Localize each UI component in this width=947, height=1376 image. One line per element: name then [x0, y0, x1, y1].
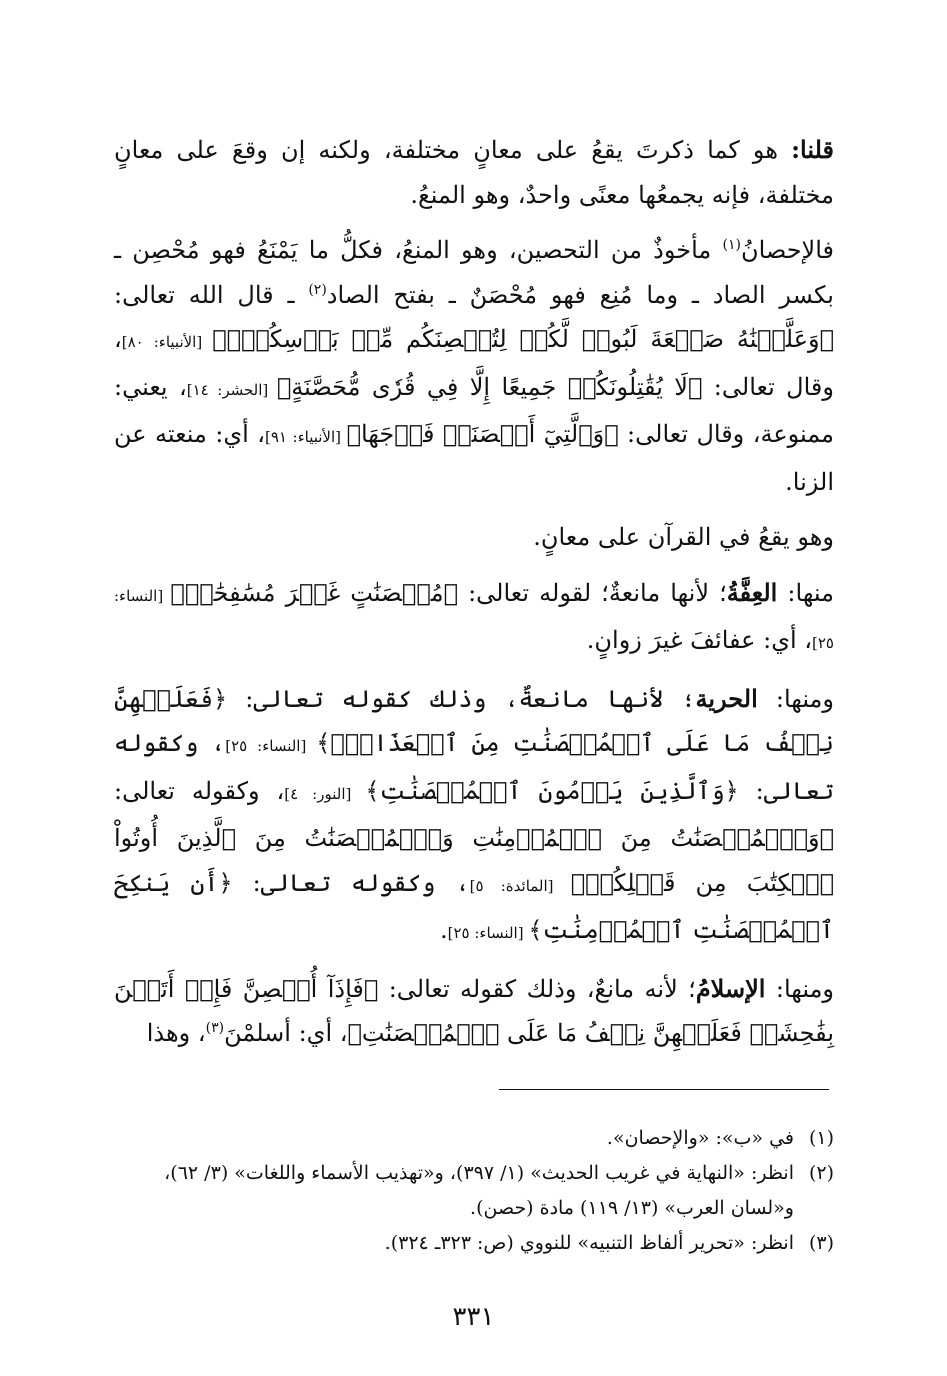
paragraph-text: ، وكقوله تعالى: [114, 729, 835, 805]
verse-reference: [النور: ٤] [284, 784, 366, 803]
paragraph-text: ، أي: أسلمْنَ [224, 1019, 348, 1047]
quran-quote: ﴿وَٱلۡمُحۡصَنَٰتُ مِنَ ٱلۡمُؤۡمِنَٰتِ وَٱلۡمُحۡصَنَٰتُ مِنَ ٱلَّذِينَ أُوتُواْ ٱلۡكِتَٰبَ مِن قَبۡلِكُمۡ﴾ [114, 824, 834, 897]
quran-quote: ﴿مُحۡصَنَٰتٍ غَيۡرَ مُسَٰفِحَٰتٖ﴾ [170, 578, 458, 607]
paragraph-1 [114, 128, 834, 217]
footnote-text: انظر: «تحرير ألفاظ التنبيه» للنووي (ص: ٣٢٣ـ ٣٢٤). [384, 1232, 794, 1254]
quran-quote: ﴿لَا يُقَٰتِلُونَكُمۡ جَمِيعًا إِلَّا فِي قُرٗى مُّحَصَّنَةٍ﴾ [276, 372, 703, 401]
paragraph-text: ، وهذا [146, 1019, 206, 1047]
quran-quote: ﴿وَٱلَّذِينَ يَرۡمُونَ ٱلۡمُحۡصَنَٰتِ﴾ [365, 776, 739, 805]
paragraph-text: هو كما ذكرتَ يقعُ على معانٍ مختلفة، ولكنه إن وقعَ على معانٍ مختلفة، فإنه يجمعُها معنًى واحدٌ، وهو المنعُ. [114, 136, 834, 209]
paragraph-4 [114, 571, 834, 666]
paragraph-5 [114, 677, 834, 956]
footnote-number: (٢) [808, 1162, 834, 1184]
verse-reference: [الأنبياء: ٩١] [264, 428, 347, 446]
keyword: الحرية [695, 683, 758, 713]
verse-reference: [الأنبياء: ٨٠] [121, 333, 213, 351]
lead-word: قلنا: [791, 135, 834, 164]
paragraph-text: فالإحصانُ [740, 236, 834, 264]
quran-quote: ﴿أَن يَنكِحَ ٱلۡمُحۡصَنَٰتِ ٱلۡمُؤۡمِنَٰتِ﴾ [114, 868, 834, 944]
quran-quote: ﴿وَٱلَّتِيٓ أَحۡصَنَتۡ فَرۡجَهَا﴾ [346, 420, 619, 448]
footnotes [112, 1121, 834, 1261]
paragraph-text: ، يعني: ممنوعة، وقال تعالى: [114, 372, 835, 448]
footnote-text: في «ب»: «والإحصان». [606, 1127, 794, 1149]
paragraph-text: ، وكقوله تعالى: [114, 776, 285, 805]
paragraph-text: منها: [777, 578, 834, 607]
paragraph-text: ، وقال تعالى: [114, 325, 834, 401]
footnote-ref-3: (٣) [205, 1020, 225, 1036]
footnote-number: (٣) [808, 1232, 834, 1254]
paragraph-text: ؛ لأنه مانعٌ، وذلك كقوله تعالى: [378, 974, 696, 1003]
quran-quote: ﴿فَعَلَيۡهِنَّ نِصۡفُ مَا عَلَى ٱلۡمُحۡصَنَٰتِ مِنَ ٱلۡعَذَابِۚ﴾ [114, 684, 834, 757]
verse-reference: [النساء: ٢٥] [225, 737, 317, 755]
paragraph-text: ومنها: [765, 974, 835, 1003]
paragraph-text: ، أي: منعته عن الزنا. [114, 420, 834, 496]
verse-reference: [النساء: ٢٥] [114, 586, 834, 652]
footnote-2 [112, 1156, 834, 1226]
keyword: العِفَّةُ [726, 577, 778, 607]
paragraph-text: . [439, 916, 448, 944]
footnote-divider [499, 1089, 829, 1090]
footnote-ref-1: (١) [722, 237, 741, 253]
footnote-1 [112, 1121, 834, 1156]
verse-reference: [الحشر: ١٤] [186, 380, 277, 399]
verse-reference: [النساء: ٢٥] [447, 924, 529, 942]
quran-quote: ﴿فَإِذَآ أُحۡصِنَّ فَإِنۡ أَتَيۡنَ بِفَٰحِشَةٖ فَعَلَيۡهِنَّ نِصۡفُ مَا عَلَى ٱلۡمُحۡصَنَٰتِ﴾ [114, 974, 834, 1047]
paragraph-text: ؛ لأنها مانعةٌ؛ لقوله تعالى: [458, 578, 727, 607]
paragraph-text: مأخوذٌ من التحصين، وهو المنعُ، فكلُّ ما يَمْنَعُ فهو مُحْصِن ـ بكسر الصاد ـ وما مُنِع فهو مُحْصَنٌ ـ بفتح الصاد [114, 236, 834, 309]
footnote-number: (١) [808, 1127, 834, 1149]
paragraph-text: ، أي: عفائفَ غيرَ زوانٍ. [586, 626, 813, 654]
paragraph-2 [114, 228, 834, 504]
page-number: ٣٣١ [452, 1302, 495, 1332]
keyword: الإسلامُ [695, 973, 766, 1003]
paragraph-text: ؛ لأنها مانعةٌ، وذلك كقوله تعالى: [227, 684, 696, 713]
footnote-ref-2: (٢) [308, 281, 327, 298]
verse-reference: [المائدة: ٥] [469, 876, 571, 895]
paragraph-text: ، وكقوله تعالى: [232, 868, 470, 897]
main-text [114, 128, 834, 1056]
footnote-text: انظر: «النهاية في غريب الحديث» (١/ ٣٩٧)، و«تهذيب الأسماء واللغات» (٣/ ٦٢)، و«لسان العرب» (١٣/ ١١٩) مادة (حصن). [164, 1162, 794, 1219]
paragraph-3: وهو يقعُ في القرآن على معانٍ. [533, 523, 834, 551]
quran-quote: ﴿وَعَلَّمۡنَٰهُ صَنۡعَةَ لَبُوسٖ لَّكُمۡ لِتُحۡصِنَكُم مِّنۢ بَأۡسِكُمۡۖ﴾ [212, 325, 834, 353]
paragraph-text: ومنها: [757, 684, 835, 713]
paragraph-text: ـ قال الله تعالى: [114, 280, 309, 309]
footnote-3 [112, 1226, 834, 1261]
paragraph-6 [114, 967, 834, 1056]
